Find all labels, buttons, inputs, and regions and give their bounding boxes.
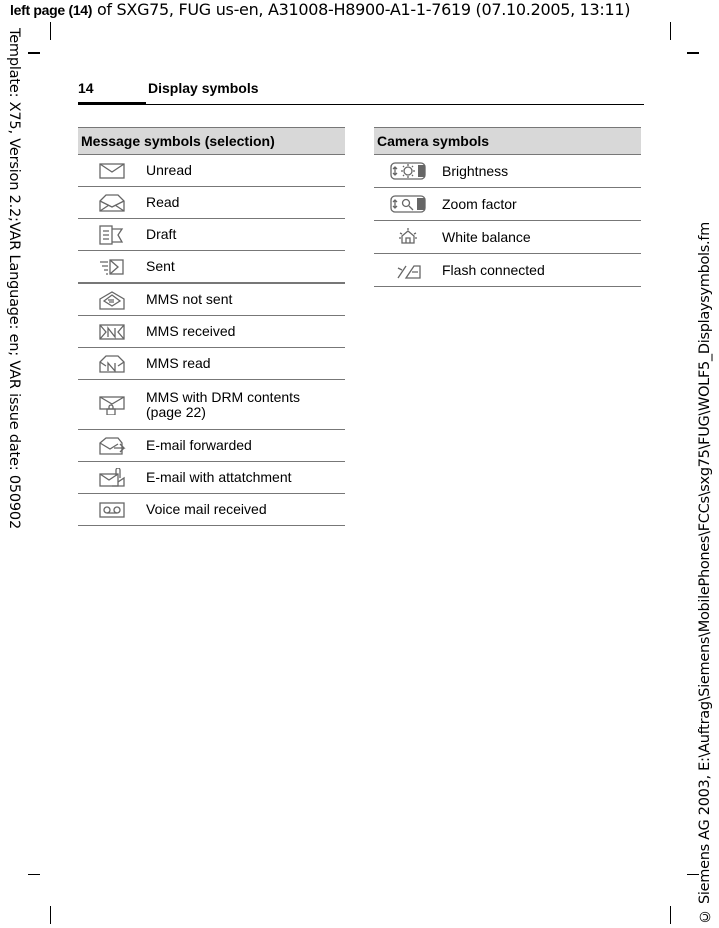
label-text: MMS not sent <box>146 291 233 307</box>
symbol-cell <box>78 348 146 380</box>
mms-received-icon <box>98 322 126 342</box>
symbol-cell <box>374 221 442 254</box>
crop-mark <box>50 906 51 924</box>
label-text: MMS with DRM contents <box>146 388 301 405</box>
page-reference: (page 22) <box>146 403 206 420</box>
divider <box>78 104 644 105</box>
label-text: MMS received <box>146 323 236 339</box>
table-row <box>78 380 345 430</box>
symbol-label <box>146 348 345 380</box>
symbol-label <box>146 316 345 348</box>
table-row <box>374 221 641 254</box>
symbol-label <box>146 430 345 462</box>
symbol-cell <box>78 251 146 284</box>
left-margin-text: Template: X75, Version 2.2;VAR Language: en; VAR issue date: 050902 <box>6 28 22 529</box>
table-row <box>78 430 345 462</box>
crop-mark <box>50 22 51 40</box>
label-text: Sent <box>146 258 175 274</box>
header-text: of SXG75, FUG us-en, A31008-H8900-A1-1-7619 (07.10.2005, 13:11) <box>92 0 631 19</box>
symbol-cell <box>374 188 442 221</box>
crop-mark <box>670 22 671 40</box>
zoom-factor-icon <box>390 194 426 214</box>
symbol-cell <box>78 219 146 251</box>
white-balance-icon <box>394 227 422 247</box>
table-title: Camera symbols <box>374 128 641 155</box>
label-text: Read <box>146 194 180 210</box>
envelope-unread-icon <box>98 161 126 181</box>
symbol-label <box>442 254 641 287</box>
mms-not-sent-icon <box>98 290 126 310</box>
symbol-label <box>442 188 641 221</box>
crop-mark <box>28 52 40 54</box>
sent-icon <box>98 257 126 277</box>
symbol-label <box>146 380 345 430</box>
symbol-cell <box>78 155 146 187</box>
table-row <box>374 188 641 221</box>
label-text: Brightness <box>442 162 509 179</box>
table-row <box>78 494 345 526</box>
symbol-label <box>442 221 641 254</box>
right-margin-text: © Siemens AG 2003, E:\Auftrag\Siemens\MobilePhones\FCCs\sxg75\FUG\WOLF5_Displaysymbols.fm <box>697 222 713 924</box>
camera-symbols-table <box>374 127 641 287</box>
table-row <box>78 219 345 251</box>
table-row <box>78 348 345 380</box>
email-forwarded-icon <box>98 436 126 456</box>
page-number: 14 <box>78 80 94 96</box>
symbol-cell <box>78 380 146 430</box>
envelope-read-icon <box>98 193 126 213</box>
symbol-cell <box>78 187 146 219</box>
symbol-cell <box>78 430 146 462</box>
crop-mark <box>28 874 40 875</box>
label-text: Zoom factor <box>442 195 517 212</box>
symbol-label <box>146 283 345 316</box>
symbol-cell <box>78 494 146 526</box>
email-attachment-icon <box>98 468 126 488</box>
mms-read-icon <box>98 354 126 374</box>
crop-mark <box>687 52 699 54</box>
label-text: Voice mail received <box>146 501 267 517</box>
symbol-label <box>146 251 345 284</box>
symbol-label <box>146 219 345 251</box>
symbol-cell <box>78 462 146 494</box>
symbol-label <box>146 187 345 219</box>
symbol-label <box>146 155 345 187</box>
brightness-icon <box>390 161 426 181</box>
page-title: Display symbols <box>148 80 259 96</box>
table-row <box>78 283 345 316</box>
crop-mark <box>670 906 671 924</box>
symbol-label <box>146 494 345 526</box>
label-text: E-mail forwarded <box>146 437 252 453</box>
table-row <box>78 251 345 284</box>
draft-icon <box>98 225 126 245</box>
symbol-cell <box>78 316 146 348</box>
label-text: Flash connected <box>442 261 545 278</box>
mms-drm-icon <box>98 395 126 415</box>
symbol-cell <box>78 283 146 316</box>
table-row <box>374 254 641 287</box>
label-text: E-mail with attatchment <box>146 469 292 485</box>
table-row <box>78 462 345 494</box>
table-row <box>374 155 641 188</box>
label-text: Draft <box>146 226 177 242</box>
symbol-cell <box>374 155 442 188</box>
symbol-label <box>146 462 345 494</box>
label-text: MMS read <box>146 355 211 371</box>
header-bold: left page (14) <box>10 2 93 18</box>
label-text: White balance <box>442 228 531 245</box>
flash-connected-icon <box>394 260 422 280</box>
symbol-label <box>442 155 641 188</box>
table-row <box>78 155 345 187</box>
table-title: Message symbols (selection) <box>78 128 345 155</box>
table-row <box>78 187 345 219</box>
symbol-cell <box>374 254 442 287</box>
voicemail-icon <box>98 500 126 520</box>
table-row <box>78 316 345 348</box>
message-symbols-table <box>78 127 345 526</box>
label-text: Unread <box>146 162 192 178</box>
print-header <box>10 0 630 19</box>
